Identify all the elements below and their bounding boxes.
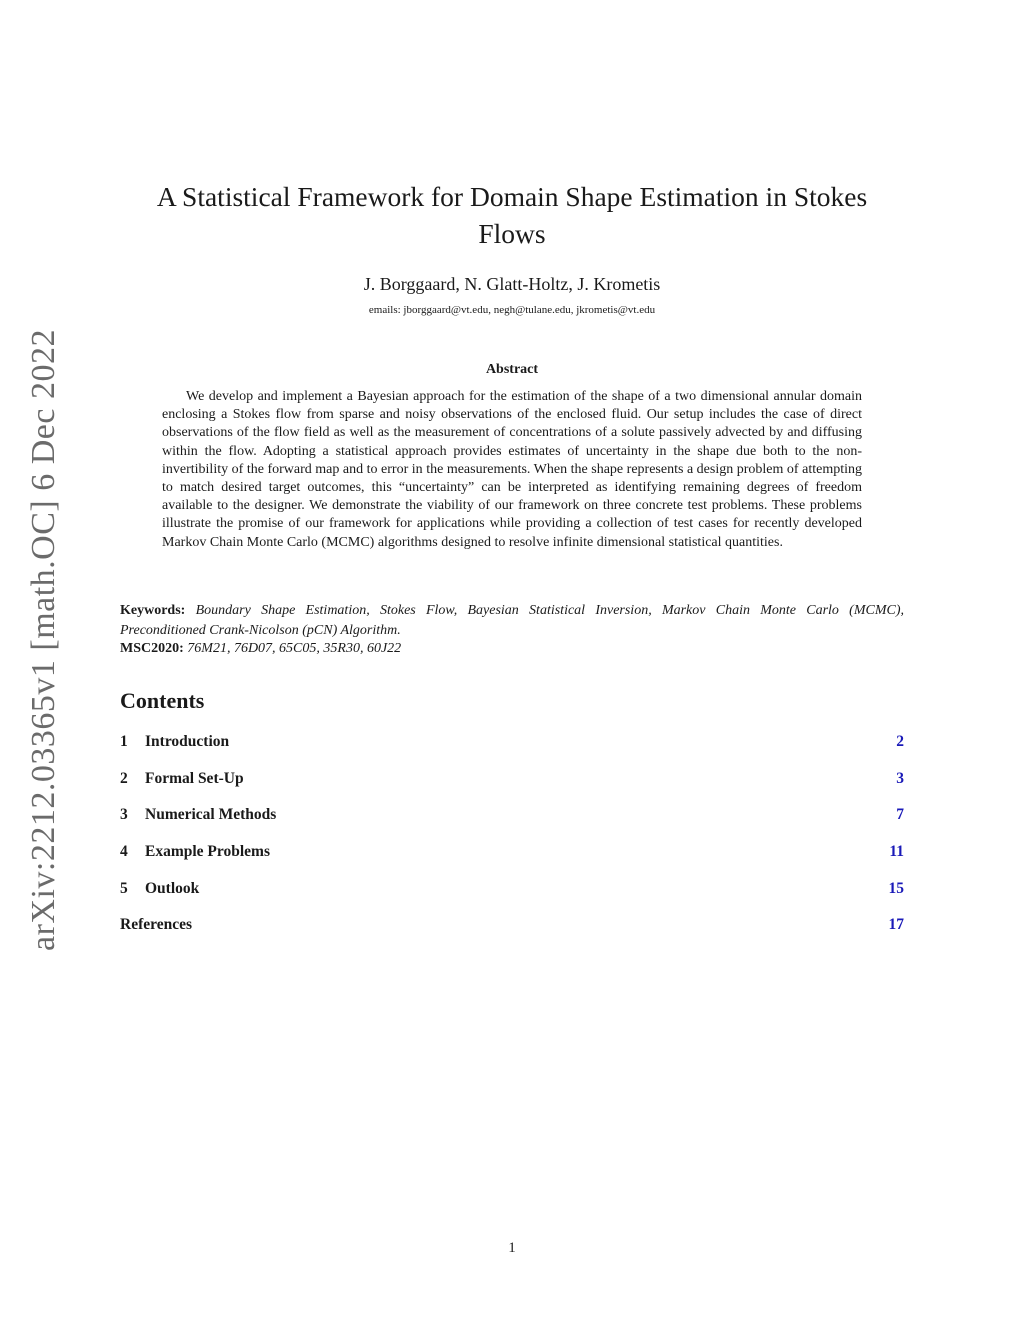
- author-emails: emails: jborggaard@vt.edu, negh@tulane.edu, jkrometis@vt.edu: [368, 304, 656, 316]
- toc-entry-title: Introduction: [145, 733, 230, 750]
- toc-entry-references[interactable]: [120, 913, 904, 937]
- title-line-2: Flows: [478, 218, 546, 249]
- toc-page-link[interactable]: 17: [888, 916, 904, 933]
- toc-page-link[interactable]: 15: [888, 880, 904, 897]
- page-number: 1: [508, 1240, 516, 1256]
- toc-entry-number: 2: [120, 770, 128, 787]
- abstract-heading: Abstract: [485, 362, 539, 377]
- keywords-value: Boundary Shape Estimation, Stokes Flow, Bayesian Statistical Inversion, Markov Chain Monte Carlo (MCMC), Preconditioned Crank-Nicolson (pCN) Algorithm.: [120, 603, 905, 638]
- toc-entry-title: Example Problems: [145, 843, 270, 860]
- toc-entry-introduction[interactable]: [120, 730, 904, 754]
- toc-entry-outlook[interactable]: [120, 877, 904, 901]
- keywords-label: Keywords:: [120, 603, 186, 618]
- keywords-section: [120, 601, 904, 641]
- toc-page-link[interactable]: 7: [896, 806, 904, 823]
- toc-entry-title: Outlook: [145, 880, 200, 897]
- toc-entry-title: Formal Set-Up: [145, 770, 244, 787]
- msc-label: MSC2020:: [120, 641, 184, 656]
- toc-entry-number: 4: [120, 843, 128, 860]
- msc-section: [120, 641, 401, 657]
- toc-entry-number: 3: [120, 806, 128, 823]
- toc-entry-formal-set-up[interactable]: [120, 767, 904, 791]
- msc-value: 76M21, 76D07, 65C05, 35R30, 60J22: [187, 641, 402, 656]
- toc-entry-example-problems[interactable]: [120, 840, 904, 864]
- abstract-body: We develop and implement a Bayesian approach for the estimation of the shape of a two dimensional annular domain enclosing a Stokes flow from sparse and noisy observations of the enclosed fluid. Our setup includes the case of direct observations of the flow field as well as the measurement of concentrations of a solute passively advected by and diffusing within the flow. Adopting a statistical approach provides estimates of uncertainty in the shape due both to the non-invertibility of the forward map and to error in the measurements. When the shape represents a design problem of attempting to match desired target outcomes, this “uncertainty” can be interpreted as identifying remaining degrees of freedom available to the designer. We demonstrate the viability of our framework on three concrete test problems. These problems illustrate the promise of our framework for applications while providing a collection of test cases for recently developed Markov Chain Monte Carlo (MCMC) algorithms designed to resolve infinite dimensional statistical quantities.: [162, 389, 862, 550]
- toc-page-link[interactable]: 11: [889, 843, 904, 860]
- toc-entry-number: 5: [120, 880, 128, 897]
- toc-entry-number: 1: [120, 733, 128, 750]
- arxiv-identifier-stamp: arXiv:2212.03365v1 [math.OC] 6 Dec 2022: [25, 329, 62, 951]
- toc-page-link[interactable]: 3: [896, 770, 904, 787]
- title-line-1: A Statistical Framework for Domain Shape Estimation in Stokes: [156, 181, 868, 212]
- toc-entry-numerical-methods[interactable]: [120, 803, 904, 827]
- toc-page-link[interactable]: 2: [896, 733, 904, 750]
- toc-entry-title: References: [120, 916, 193, 933]
- toc-entry-title: Numerical Methods: [145, 806, 277, 823]
- paper-title: [120, 178, 904, 252]
- contents-heading: Contents: [120, 688, 205, 713]
- author-list: J. Borggaard, N. Glatt-Holtz, J. Krometis: [363, 274, 661, 294]
